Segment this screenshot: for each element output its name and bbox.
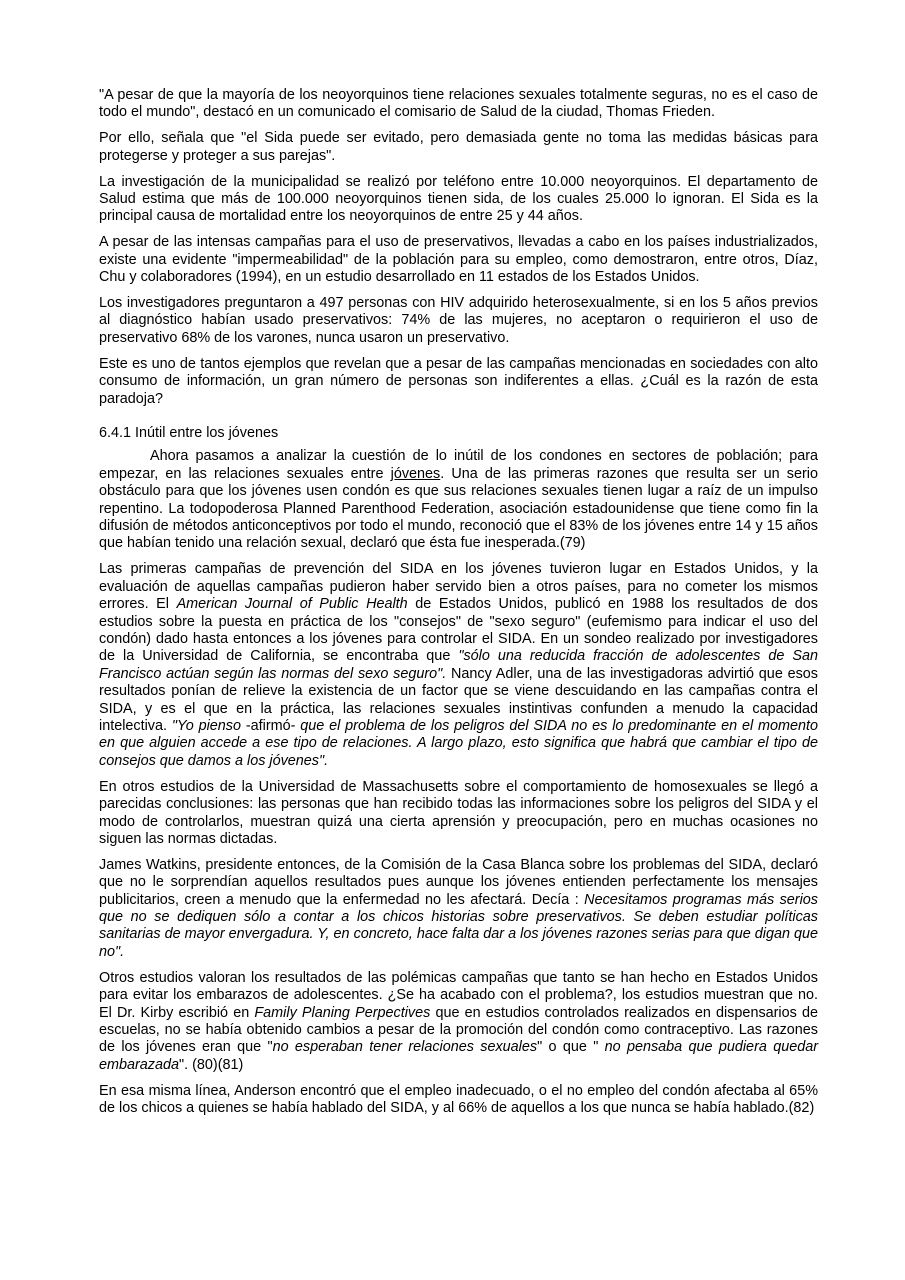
document-page <box>99 87 818 1126</box>
text-run: " o que " <box>537 1039 605 1056</box>
paragraph-campanas: A pesar de las intensas campañas para el uso de preservativos, llevadas a cabo en los países industrializados, existe una evidente "impermeabilidad" de la población para su empleo, como demostraron, entre otros, Díaz, Chu y colaboradores (1994), en un estudio desarrollado en 11 estados de los Estados Unidos. <box>99 234 818 286</box>
paragraph-otros-estudios <box>99 970 818 1074</box>
italic-quote: "sólo una reducida fracción de adolescentes de San Francisco actúan según las normas del sexo seguro". <box>99 648 818 682</box>
text-run: de Estados Unidos, publicó en 1988 los resultados de dos estudios sobre la puesta en práctica de los "consejos" de "sexo seguro" (eufemismo para indicar el uso del condón) dado hasta entonces a los jóvenes para controlar el SIDA. En un sondeo realizado por investigadores de la Universidad de California, se encontraba que <box>99 596 819 665</box>
paragraph-jovenes <box>99 448 818 552</box>
italic-quote: no esperaban tener relaciones sexuales <box>272 1039 538 1056</box>
paragraph-massachusetts: En otros estudios de la Universidad de Massachusetts sobre el comportamiento de homosexuales se llegó a parecidas conclusiones: las personas que han recibido todas las informaciones sobre los peligros del SIDA y el modo de controlarlos, muestran quizá una cierta aprensión y preocupación, pero en muchas ocasiones no siguen las normas dictadas. <box>99 778 818 847</box>
journal-title: American Journal of Public Health <box>176 596 408 613</box>
section-heading: 6.4.1 Inútil entre los jóvenes <box>99 425 279 441</box>
paragraph-investigacion: La investigación de la municipalidad se realizó por teléfono entre 10.000 neoyorquinos. El departamento de Salud estima que más de 100.000 neoyorquinos tienen sida, de los cuales 25.000 lo ignoran. El Sida es la principal causa de mortalidad entre los neoyorquinos de entre 25 y 44 años. <box>99 173 818 225</box>
italic-quote: que el problema de los peligros del SIDA no es lo predominante en el momento en que alguien accede a ese tipo de relaciones. A largo plazo, esto significa que habrá que cambiar el tipo de consejos que damos a los jóvenes". <box>99 718 818 769</box>
italic-quote: "Yo pienso <box>171 718 242 734</box>
text-run: James Watkins, presidente entonces, de la Comisión de la Casa Blanca sobre los problemas del SIDA, declaró que no le sorprendían aquellos resultados pues aunque los jóvenes entienden perfectamente los mensajes publicitarios, creen a menudo que la enfermedad no les afectará. Decía : <box>99 856 818 908</box>
text-run: Ahora pasamos a analizar la cuestión de lo inútil de los condones en sectores de población; para empezar, en las relaciones sexuales entre <box>99 448 818 482</box>
journal-title: Family Planing Perpectives <box>254 1004 431 1021</box>
paragraph-paradoja: Este es uno de tantos ejemplos que revelan que a pesar de las campañas mencionadas en sociedades con alto consumo de información, un gran número de personas son indiferentes a ellas. ¿Cuál es la razón de esta paradoja? <box>99 355 818 407</box>
paragraph-watkins <box>99 857 818 961</box>
paragraph-sida-evitable: Por ello, señala que "el Sida puede ser evitado, pero demasiada gente no toma las medidas básicas para protegerse y proteger a sus parejas". <box>99 130 818 164</box>
italic-quote: Necesitamos programas más serios que no se dediquen sólo a contar a los chicos historias sobre preservativos. Se deben estudiar políticas sanitarias de mayor envergadura. Y, en concreto, hace falta dar a los jóvenes razones serias para que digan que no". <box>99 891 818 960</box>
text-run: Las primeras campañas de prevención del SIDA en los jóvenes tuvieron lugar en Estados Unidos, y la evaluación de aquellas campañas pudieron haber servido bien a otros países, para no cometer los mismos errores. El <box>99 561 818 613</box>
paragraph-primeras-campanas <box>99 561 818 770</box>
text-run: -afirmó- <box>241 718 301 734</box>
text-run: Nancy Adler, una de las investigadoras advirtió que esos resultados ponían de relieve la existencia de un factor que se viene descuidando en las campañas contra el SIDA, y es el que en la práctica, las relaciones sexuales instintivas confunden a menudo la capacidad intelectiva. <box>99 665 818 734</box>
paragraph-investigadores: Los investigadores preguntaron a 497 personas con HIV adquirido heterosexualmente, si en los 5 años previos al diagnóstico habían usado preservativos: 74% de las mujeres, no aceptaron o requirieron el uso de preservativo 68% de los varones, nunca usaron un preservativo. <box>99 295 818 346</box>
text-run: que en estudios controlados realizados en dispensarios de escuelas, no se había obtenido cambios a pesar de la promoción del condón como contraceptivo. Las razones de los jóvenes eran que " <box>99 1004 818 1056</box>
italic-quote: no pensaba que pudiera quedar embarazada <box>99 1039 818 1073</box>
text-run: Otros estudios valoran los resultados de las polémicas campañas que tanto se han hecho en Estados Unidos para evitar los embarazos de adolescentes. ¿Se ha acabado con el problema?, los estudios muestran que no. El Dr. Kirby escribió en <box>99 969 818 1021</box>
paragraph-anderson: En esa misma línea, Anderson encontró que el empleo inadecuado, o el no empleo del condón afectaba al 65% de los chicos a quienes se había hablado del SIDA, y al 66% de aquellos a los que nunca se había hablado.(82) <box>99 1082 818 1117</box>
text-run: ". (80)(81) <box>179 1056 244 1073</box>
text-run: . Una de las primeras razones que resulta ser un serio obstáculo para que los jóvenes usen condón es que sus relaciones sexuales tienen lugar a raíz de un impulso repentino. La todopoderosa Planned Parenthood Federation, asociación estadounidense que tiene como fin la difusión de métodos anticonceptivos por todo el mundo, reconoció que el 83% de los jóvenes entre 14 y 15 años que habían tenido una relación sexual, declaró que ésta fue inesperada.(79) <box>99 465 818 552</box>
paragraph-frieden-quote: "A pesar de que la mayoría de los neoyorquinos tiene relaciones sexuales totalmente seguras, no es el caso de todo el mundo", destacó en un comunicado el comisario de Salud de la ciudad, Thomas Frieden. <box>99 87 818 121</box>
jovenes-link[interactable]: jóvenes <box>390 465 441 482</box>
